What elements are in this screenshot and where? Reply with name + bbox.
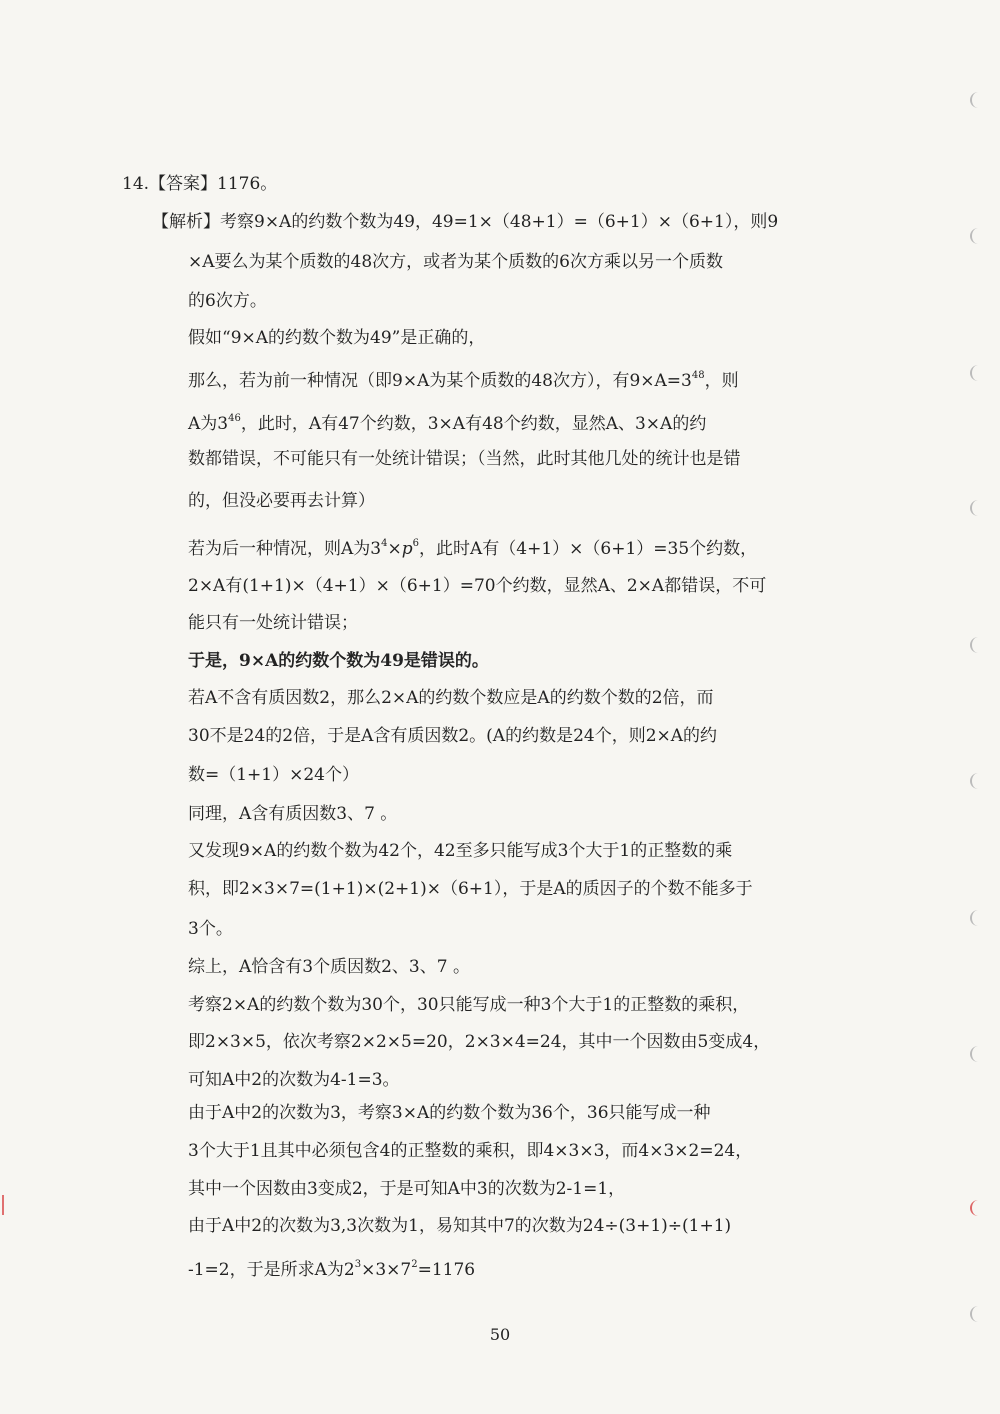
analysis-line-22: 可知A中2的次数为4-1=3。 <box>188 1070 400 1090</box>
analysis-line-23: 由于A中2的次数为3，考察3×A的约数个数为36个，36只能写成一种 <box>188 1103 711 1123</box>
scan-edge-mark <box>2 1195 10 1215</box>
analysis-line-14: 数=（1+1）×24个） <box>188 765 359 785</box>
analysis-line-12: 若A不含有质因数2，那么2×A的约数个数应是A的约数个数的2倍，而 <box>188 688 714 708</box>
analysis-line-6 <box>188 408 706 435</box>
line-5-tail: ，则 <box>704 371 739 391</box>
exponent-4: 4 <box>381 538 388 549</box>
analysis-line-1: 【解析】考察9×A的约数个数为49，49=1×（48+1）=（6+1）×（6+1），则9 <box>152 212 779 232</box>
binding-hole-mark <box>970 1046 982 1062</box>
binding-hole-mark <box>970 228 982 244</box>
answer-line: 14.【答案】1176。 <box>122 174 278 194</box>
analysis-line-13: 30不是24的2倍，于是A含有质因数2。(A的约数是24个，则2×A的约 <box>188 726 718 746</box>
line-6-text: A为3 <box>188 414 229 434</box>
line-6-tail: ，此时，A有47个约数，3×A有48个约数，显然A、3×A的约 <box>240 414 707 434</box>
analysis-line-4: 假如“9×A的约数个数为49”是正确的， <box>188 328 486 348</box>
analysis-line-18: 3个。 <box>188 919 233 939</box>
line-9-tail: ，此时A有（4+1）×（6+1）=35个约数， <box>418 539 758 559</box>
binding-hole-mark <box>970 500 982 516</box>
times-sign: × <box>387 539 402 559</box>
binding-hole-mark <box>970 1200 982 1216</box>
line-9-text: 若为后一种情况，则A为3 <box>188 539 382 559</box>
analysis-line-16: 又发现9×A的约数个数为42个，42至多只能写成3个大于1的正整数的乘 <box>188 841 733 861</box>
analysis-line-25: 其中一个因数由3变成2，于是可知A中3的次数为2-1=1， <box>188 1179 626 1199</box>
binding-hole-mark <box>970 1306 982 1322</box>
analysis-line-21: 即2×3×5，依次考察2×2×5=20，2×3×4=24，其中一个因数由5变成4， <box>188 1032 771 1052</box>
analysis-line-15: 同理，A含有质因数3、7 。 <box>188 804 398 824</box>
exponent-6: 6 <box>412 538 419 549</box>
variable-p: p <box>401 539 413 559</box>
page-number: 50 <box>489 1325 511 1344</box>
binding-hole-mark <box>970 637 982 653</box>
analysis-line-26: 由于A中2的次数为3,3次数为1，易知其中7的次数为24÷(3+1)÷(1+1) <box>188 1216 732 1236</box>
analysis-line-27 <box>188 1254 475 1281</box>
analysis-line-10: 2×A有(1+1)×（4+1）×（6+1）=70个约数，显然A、2×A都错误，不可 <box>188 576 767 596</box>
conclusion-line: 于是，9×A的约数个数为49是错误的。 <box>188 651 489 671</box>
line-27-tail: =1176 <box>417 1260 476 1280</box>
line-27-text: -1=2，于是所求A为2 <box>188 1260 355 1280</box>
analysis-line-5 <box>188 365 739 392</box>
analysis-line-11: 能只有一处统计错误； <box>188 613 358 633</box>
line-27-mid: ×3×7 <box>361 1260 412 1280</box>
analysis-line-2: ×A要么为某个质数的48次方，或者为某个质数的6次方乘以另一个质数 <box>188 252 723 272</box>
analysis-line-24: 3个大于1且其中必须包含4的正整数的乘积，即4×3×3，而4×3×2=24， <box>188 1141 753 1161</box>
analysis-line-20: 考察2×A的约数个数为30个，30只能写成一种3个大于1的正整数的乘积， <box>188 995 750 1015</box>
analysis-line-17: 积，即2×3×7=(1+1)×(2+1)×（6+1），于是A的质因子的个数不能多于 <box>188 879 753 899</box>
exponent-3: 3 <box>354 1259 362 1270</box>
analysis-line-19: 综上，A恰含有3个质因数2、3、7 。 <box>188 957 470 977</box>
exponent-2: 2 <box>411 1259 418 1270</box>
exponent-46: 46 <box>228 413 241 424</box>
analysis-line-8: 的，但没必要再去计算） <box>188 491 375 511</box>
binding-hole-mark <box>970 773 982 789</box>
binding-hole-mark <box>970 365 982 381</box>
binding-hole-mark <box>970 910 982 926</box>
analysis-line-9 <box>188 533 757 560</box>
exponent-48: 48 <box>691 370 705 381</box>
analysis-line-3: 的6次方。 <box>188 291 267 311</box>
analysis-line-7: 数都错误，不可能只有一处统计错误；（当然，此时其他几处的统计也是错 <box>188 449 741 469</box>
line-5-text: 那么，若为前一种情况（即9×A为某个质数的48次方），有9×A=3 <box>188 371 692 391</box>
binding-hole-mark <box>970 92 982 108</box>
